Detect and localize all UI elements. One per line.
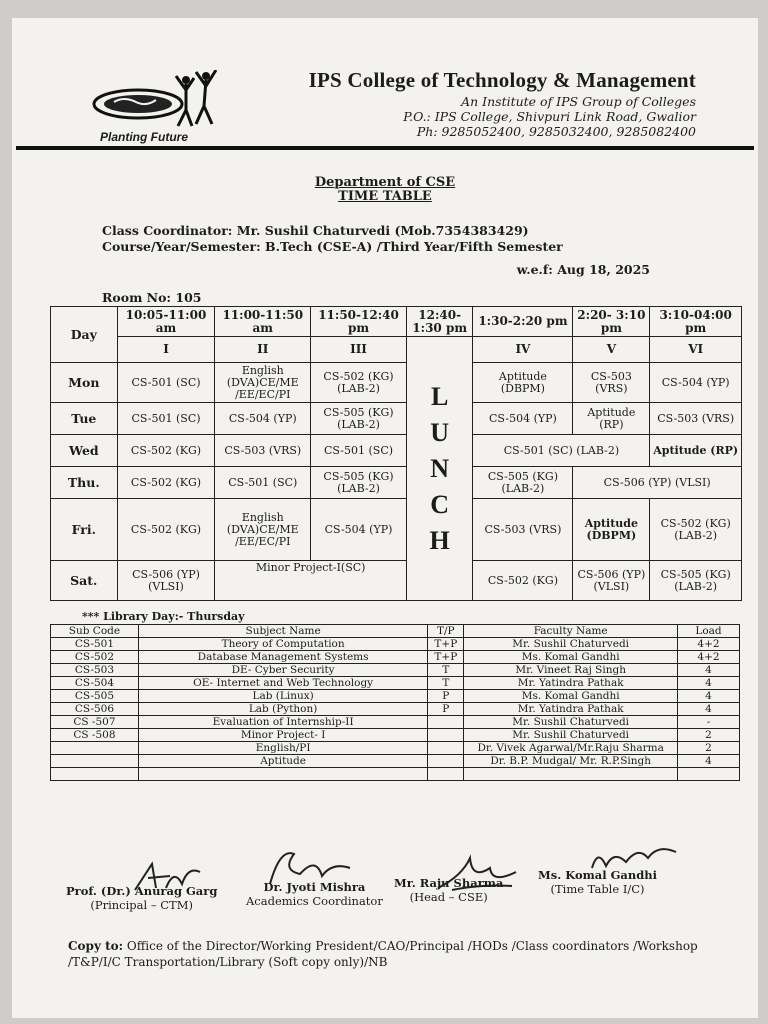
college-header: [309, 68, 696, 139]
period-cell: CS-504 (YP): [473, 403, 573, 435]
table-cell: Mr. Sushil Chaturvedi: [464, 716, 678, 729]
slot-time-5: 2:20- 3:10 pm: [573, 307, 650, 337]
signature-academics: Dr. Jyoti Mishra Academics Coordinator: [246, 880, 383, 908]
period-cell: CS-502 (KG): [117, 499, 215, 561]
period-cell: CS-505 (KG) (LAB-2): [311, 467, 407, 499]
table-cell: T+P: [428, 638, 464, 651]
table-cell: OE- Internet and Web Technology: [138, 677, 427, 690]
table-row: [51, 703, 740, 716]
copy-to-label: Copy to:: [68, 939, 124, 953]
signature-hod: Mr. Raju Sharma (Head – CSE): [394, 876, 504, 904]
period-cell: CS-506 (YP) (VLSI): [117, 561, 215, 601]
table-cell: [678, 768, 740, 781]
table-cell: P: [428, 703, 464, 716]
table-cell: Aptitude: [138, 755, 427, 768]
logo-tagline: Planting Future: [100, 130, 188, 144]
col-header: T/P: [428, 625, 464, 638]
table-cell: [428, 729, 464, 742]
row-thursday: [51, 467, 742, 499]
row-friday: [51, 499, 742, 561]
department-title: Department of CSE: [314, 175, 456, 190]
table-cell: Mr. Yatindra Pathak: [464, 703, 678, 716]
row-wednesday: [51, 435, 742, 467]
period-cell: CS-502 (KG): [473, 561, 573, 601]
table-cell: [51, 768, 139, 781]
header-divider: [16, 146, 754, 150]
period-cell: CS-501 (SC) (LAB-2): [473, 435, 650, 467]
timetable-grid: [50, 306, 742, 601]
period-cell: English (DVA)CE/ME /EE/EC/PI: [215, 363, 311, 403]
table-row: [51, 716, 740, 729]
col-header: Subject Name: [138, 625, 427, 638]
period-cell: CS-501 (SC): [117, 363, 215, 403]
slot-time-2: 11:00-11:50 am: [215, 307, 311, 337]
day-header: Day: [51, 307, 118, 363]
table-row: [51, 638, 740, 651]
address-line: P.O.: IPS College, Shivpuri Link Road, Gwalior: [403, 109, 696, 124]
table-cell: 4: [678, 703, 740, 716]
period-cell: CS-504 (YP): [215, 403, 311, 435]
period-cell: CS-502 (KG) (LAB-2): [650, 499, 742, 561]
day-cell: Thu.: [51, 467, 118, 499]
table-cell: Mr. Vineet Raj Singh: [464, 664, 678, 677]
table-row: [51, 690, 740, 703]
period-cell: CS-505 (KG) (LAB-2): [473, 467, 573, 499]
row-saturday: [51, 561, 742, 601]
table-row: [51, 755, 740, 768]
room-number: Room No: 105: [102, 290, 202, 305]
document-title: [12, 176, 758, 204]
day-cell: Mon: [51, 363, 118, 403]
period-cell: CS-505 (KG) (LAB-2): [650, 561, 742, 601]
lunch-letter: H: [429, 525, 450, 555]
table-cell: [51, 755, 139, 768]
copy-to-note: [68, 938, 708, 970]
timetable-title: TIME TABLE: [338, 189, 432, 204]
period-cell: CS-503 (VRS): [473, 499, 573, 561]
table-cell: DE- Cyber Security: [138, 664, 427, 677]
table-row: [51, 651, 740, 664]
table-cell: -: [678, 716, 740, 729]
table-cell: Dr. Vivek Agarwal/Mr.Raju Sharma: [464, 742, 678, 755]
lunch-letter: L: [431, 381, 449, 411]
lunch-letter: N: [430, 453, 450, 483]
table-cell: Lab (Python): [138, 703, 427, 716]
table-cell: [428, 768, 464, 781]
table-cell: CS -508: [51, 729, 139, 742]
period-cell: CS-501 (SC): [117, 403, 215, 435]
slot-num-4: IV: [473, 337, 573, 363]
slot-time-1: 10:05-11:00 am: [117, 307, 215, 337]
period-cell: English (DVA)CE/ME /EE/EC/PI: [215, 499, 311, 561]
table-cell: Mr. Sushil Chaturvedi: [464, 729, 678, 742]
subject-rows: [51, 638, 740, 781]
table-cell: [428, 716, 464, 729]
table-cell: CS-501: [51, 638, 139, 651]
table-cell: [428, 742, 464, 755]
table-cell: Minor Project- I: [138, 729, 427, 742]
slot-num-2: II: [215, 337, 311, 363]
col-header: Faculty Name: [464, 625, 678, 638]
period-cell: CS-502 (KG) (LAB-2): [311, 363, 407, 403]
table-cell: T+P: [428, 651, 464, 664]
row-monday: [51, 363, 742, 403]
day-cell: Sat.: [51, 561, 118, 601]
period-cell: Minor Project-I(SC): [215, 561, 406, 601]
slot-time-4: 1:30-2:20 pm: [473, 307, 573, 337]
period-cell: CS-501 (SC): [311, 435, 407, 467]
slot-num-3: III: [311, 337, 407, 363]
table-row: [51, 677, 740, 690]
period-cell: Aptitude (RP): [650, 435, 742, 467]
slot-time-6: 3:10-04:00 pm: [650, 307, 742, 337]
table-cell: P: [428, 690, 464, 703]
table-cell: 4+2: [678, 638, 740, 651]
period-cell: CS-503 (VRS): [215, 435, 311, 467]
table-cell: 4: [678, 677, 740, 690]
col-header: Load: [678, 625, 740, 638]
day-cell: Fri.: [51, 499, 118, 561]
table-cell: 4+2: [678, 651, 740, 664]
table-cell: 4: [678, 664, 740, 677]
effective-date: w.e.f: Aug 18, 2025: [516, 262, 650, 277]
table-row: [51, 664, 740, 677]
day-cell: Wed: [51, 435, 118, 467]
period-cell: CS-505 (KG) (LAB-2): [311, 403, 407, 435]
period-cell: Aptitude (DBPM): [573, 499, 650, 561]
slot-time-lunch: 12:40- 1:30 pm: [406, 307, 473, 337]
table-cell: CS-504: [51, 677, 139, 690]
table-cell: CS-505: [51, 690, 139, 703]
col-header: Sub Code: [51, 625, 139, 638]
table-cell: Lab (Linux): [138, 690, 427, 703]
college-logo: [90, 70, 230, 142]
table-cell: Ms. Komal Gandhi: [464, 651, 678, 664]
logo-globe-icon: [90, 70, 230, 130]
table-row: [51, 742, 740, 755]
slot-num-1: I: [117, 337, 215, 363]
table-cell: T: [428, 677, 464, 690]
lunch-letter: C: [430, 489, 450, 519]
table-cell: CS-503: [51, 664, 139, 677]
table-cell: CS-506: [51, 703, 139, 716]
institute-line: An Institute of IPS Group of Colleges: [461, 94, 696, 109]
table-cell: 4: [678, 755, 740, 768]
table-cell: [464, 768, 678, 781]
table-cell: [428, 755, 464, 768]
lunch-column: [406, 337, 473, 601]
period-cell: CS-506 (YP) (VLSI): [573, 467, 742, 499]
table-row: [51, 768, 740, 781]
college-name: IPS College of Technology & Management: [308, 68, 696, 92]
table-row: [51, 729, 740, 742]
table-cell: CS -507: [51, 716, 139, 729]
table-cell: Mr. Yatindra Pathak: [464, 677, 678, 690]
signature-timetable-ic: Ms. Komal Gandhi (Time Table I/C): [538, 868, 658, 896]
table-cell: Dr. B.P. Mudgal/ Mr. R.P.Singh: [464, 755, 678, 768]
subject-table: [50, 624, 740, 781]
period-cell: CS-502 (KG): [117, 467, 215, 499]
lunch-letter: U: [430, 417, 450, 447]
table-cell: Evaluation of Internship-II: [138, 716, 427, 729]
slot-time-3: 11:50-12:40 pm: [311, 307, 407, 337]
period-cell: CS-503 (VRS): [573, 363, 650, 403]
row-tuesday: [51, 403, 742, 435]
period-cell: CS-502 (KG): [117, 435, 215, 467]
period-cell: CS-504 (YP): [650, 363, 742, 403]
phone-line: Ph: 9285052400, 9285032400, 9285082400: [416, 124, 696, 139]
slot-num-6: VI: [650, 337, 742, 363]
table-cell: Theory of Computation: [138, 638, 427, 651]
day-cell: Tue: [51, 403, 118, 435]
copy-to-text: Office of the Director/Working President/CAO/Principal /HODs /Class coordinators /Workshop /T&P/I/C Transportation/Library (Soft copy only)/NB: [68, 939, 698, 969]
course-line: Course/Year/Semester: B.Tech (CSE-A) /Third Year/Fifth Semester: [102, 239, 563, 254]
signature-principal: Prof. (Dr.) Anurag Garg (Principal – CTM): [66, 884, 218, 912]
period-cell: Aptitude (DBPM): [473, 363, 573, 403]
document-page: [12, 18, 758, 1018]
table-cell: T: [428, 664, 464, 677]
period-cell: CS-501 (SC): [215, 467, 311, 499]
period-cell: CS-504 (YP): [311, 499, 407, 561]
table-cell: 2: [678, 729, 740, 742]
slot-num-5: V: [573, 337, 650, 363]
table-cell: English/PI: [138, 742, 427, 755]
table-cell: Ms. Komal Gandhi: [464, 690, 678, 703]
table-cell: Database Management Systems: [138, 651, 427, 664]
table-cell: [138, 768, 427, 781]
period-cell: CS-503 (VRS): [650, 403, 742, 435]
period-cell: Aptitude (RP): [573, 403, 650, 435]
class-info: [102, 223, 563, 255]
table-cell: [51, 742, 139, 755]
period-cell: CS-506 (YP) (VLSI): [573, 561, 650, 601]
library-day-note: *** Library Day:- Thursday: [82, 610, 245, 623]
coordinator-line: Class Coordinator: Mr. Sushil Chaturvedi (Mob.7354383429): [102, 223, 529, 238]
table-cell: CS-502: [51, 651, 139, 664]
table-cell: 4: [678, 690, 740, 703]
table-cell: Mr. Sushil Chaturvedi: [464, 638, 678, 651]
table-cell: 2: [678, 742, 740, 755]
